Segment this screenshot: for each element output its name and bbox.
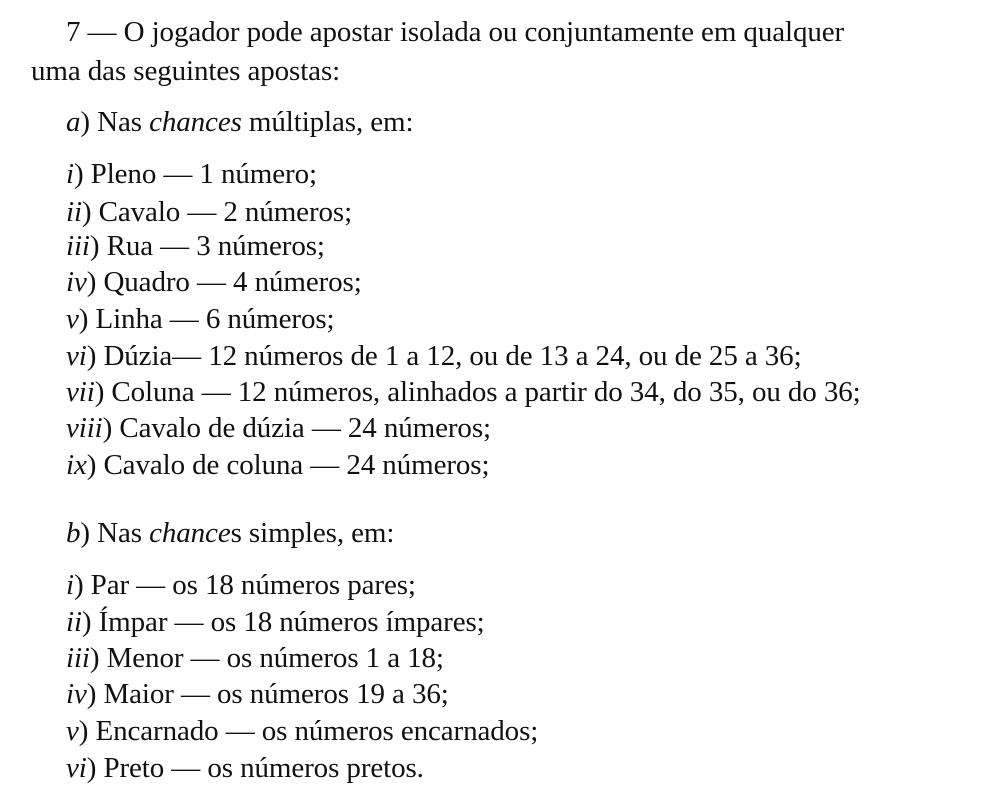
item-numeral: i (66, 569, 74, 601)
section-a-heading (66, 105, 413, 139)
item-numeral: ii (66, 196, 82, 228)
section-b-item (66, 714, 538, 748)
article-7-line-2: uma das seguintes apostas: (31, 55, 341, 87)
item-numeral: viii (66, 412, 103, 444)
section-a-item (66, 302, 335, 336)
section-a-item (66, 411, 491, 445)
section-b-post: s simples, em: (230, 517, 395, 549)
item-text: ) Quadro — 4 números; (86, 266, 362, 298)
section-a-item (66, 157, 317, 191)
section-a-item (66, 448, 489, 482)
item-numeral: ix (66, 449, 87, 481)
item-text: ) Par — os 18 números pares; (73, 569, 416, 601)
item-text: ) Preto — os números pretos. (86, 752, 424, 784)
item-text: ) Cavalo de coluna — 24 números; (86, 449, 490, 481)
item-numeral: iv (66, 266, 87, 298)
section-a-pre: ) Nas (80, 106, 150, 138)
item-text: ) Dúzia— 12 números de 1 a 12, ou de 13 a 24, ou de 25 a 36; (86, 340, 802, 372)
item-numeral: vi (66, 752, 87, 784)
item-text: ) Cavalo de dúzia — 24 números; (102, 412, 491, 444)
section-b-pre: ) Nas (80, 517, 150, 549)
item-text: ) Pleno — 1 número; (73, 158, 317, 190)
item-text: ) Encarnado — os números encarnados; (78, 715, 539, 747)
item-text: ) Ímpar — os 18 números ímpares; (81, 606, 485, 638)
section-b-item (66, 605, 485, 639)
item-numeral: v (66, 303, 79, 335)
item-numeral: ii (66, 606, 82, 638)
item-numeral: vii (66, 376, 95, 408)
article-7-line-1: 7 — O jogador pode apostar isolada ou conjuntamente em qualquer (66, 16, 845, 48)
section-a-post: múltiplas, em: (241, 106, 414, 138)
section-a-item (66, 375, 861, 409)
section-b-heading (66, 516, 394, 550)
section-a-letter: a (66, 106, 81, 138)
item-numeral: iv (66, 678, 87, 710)
item-text: ) Maior — os números 19 a 36; (86, 678, 449, 710)
item-numeral: iii (66, 642, 90, 674)
section-b-item (66, 677, 449, 711)
section-b-item (66, 568, 416, 602)
item-numeral: vi (66, 340, 87, 372)
item-numeral: i (66, 158, 74, 190)
section-a-item (66, 339, 802, 373)
item-numeral: v (66, 715, 79, 747)
item-numeral: iii (66, 230, 90, 262)
section-b-item (66, 641, 444, 675)
item-text: ) Menor — os números 1 a 18; (89, 642, 444, 674)
section-b-chances: chance (149, 517, 231, 549)
item-text: ) Rua — 3 números; (89, 230, 325, 262)
section-a-item (66, 229, 325, 263)
section-b-item (66, 751, 424, 785)
item-text: ) Cavalo — 2 números; (81, 196, 353, 228)
section-a-chances: chances (149, 106, 242, 138)
section-b-letter: b (66, 517, 81, 549)
section-a-item (66, 195, 352, 229)
item-text: ) Coluna — 12 números, alinhados a partir do 34, do 35, ou do 36; (94, 376, 861, 408)
section-a-item (66, 265, 362, 299)
item-text: ) Linha — 6 números; (78, 303, 335, 335)
